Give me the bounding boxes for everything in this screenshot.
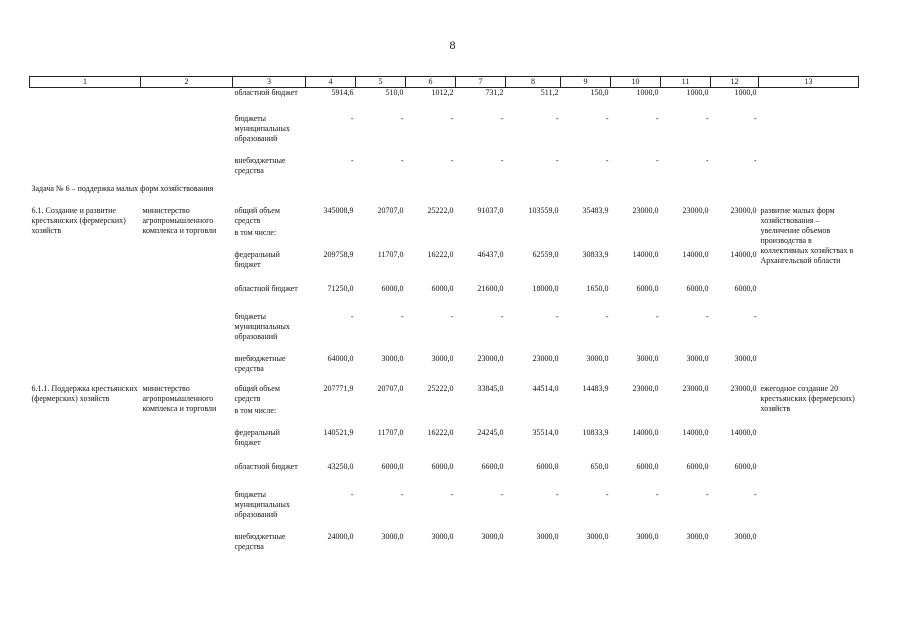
value-cell: 14483,9 [582, 383, 609, 393]
value-cell: 1000,0 [636, 88, 659, 97]
value-cell: - [350, 311, 354, 321]
value-cell: 209758,9 [323, 249, 354, 259]
value-cell: 23000,0 [730, 205, 757, 215]
task-heading: Задача № 6 – поддержка малых форм хозяйствования [31, 183, 214, 193]
funding-source-label: областной бюджет [234, 461, 298, 471]
value-cell: 64000,0 [327, 353, 354, 363]
column-header: 5 [356, 77, 406, 88]
column-header: 9 [561, 77, 611, 88]
value-cell: 510,0 [385, 88, 404, 97]
value-cell: 71250,0 [327, 283, 354, 293]
funding-source-label: федеральный бюджет [234, 249, 280, 269]
column-header: 2 [141, 77, 233, 88]
value-cell: 91037,0 [477, 205, 504, 215]
value-cell: - [605, 155, 609, 165]
value-cell: - [450, 311, 454, 321]
value-cell: 345008,9 [323, 205, 354, 215]
value-cell: - [605, 489, 609, 499]
value-cell: 18000,0 [532, 283, 559, 293]
value-cell: - [753, 489, 757, 499]
column-header: 6 [406, 77, 456, 88]
value-cell: - [450, 155, 454, 165]
value-cell: 1000,0 [734, 88, 757, 97]
table-row [30, 156, 859, 184]
funding-source-label: общий объем средств [234, 383, 280, 403]
funding-source-label: общий объем средств [234, 205, 280, 225]
funding-source-label: внебюджетные средства [234, 531, 286, 551]
value-cell: 3000,0 [586, 531, 609, 541]
value-cell: 207771,9 [323, 383, 354, 393]
table-row [30, 284, 859, 312]
value-cell: 6000,0 [381, 283, 404, 293]
table-row [30, 462, 859, 490]
value-cell: - [500, 311, 504, 321]
column-header: 3 [233, 77, 306, 88]
value-cell: 140521,9 [323, 427, 354, 437]
value-cell: - [555, 113, 559, 123]
value-cell: - [705, 311, 709, 321]
column-header: 8 [506, 77, 561, 88]
value-cell: - [350, 155, 354, 165]
value-cell: 14000,0 [682, 249, 709, 259]
value-cell: - [605, 113, 609, 123]
responsible-executor: министерство агропромышленного комплекса и торговли [142, 205, 217, 235]
value-cell: 6000,0 [536, 461, 559, 471]
value-cell: 14000,0 [682, 427, 709, 437]
table-row [30, 532, 859, 562]
value-cell: 3000,0 [734, 531, 757, 541]
value-cell: 6000,0 [686, 461, 709, 471]
value-cell: - [705, 489, 709, 499]
value-cell: 511,2 [540, 88, 559, 97]
table-row [30, 250, 859, 284]
value-cell: 650,0 [590, 461, 609, 471]
value-cell: - [753, 311, 757, 321]
value-cell: 3000,0 [686, 531, 709, 541]
value-cell: 43250,0 [327, 461, 354, 471]
budget-table [29, 76, 859, 562]
value-cell: 14000,0 [730, 427, 757, 437]
column-number-header [30, 77, 859, 88]
value-cell: 23000,0 [682, 205, 709, 215]
value-cell: - [655, 489, 659, 499]
value-cell: - [350, 489, 354, 499]
column-header: 4 [306, 77, 356, 88]
table-row [30, 384, 859, 406]
value-cell: 1000,0 [686, 88, 709, 97]
value-cell: - [753, 113, 757, 123]
funding-source-label: областной бюджет [234, 88, 298, 97]
funding-source-label: в том числе: [234, 405, 277, 415]
value-cell: - [655, 155, 659, 165]
value-cell: 731,2 [485, 88, 504, 97]
value-cell: 24245,0 [477, 427, 504, 437]
column-header: 10 [611, 77, 661, 88]
value-cell: 5914,6 [331, 88, 354, 97]
value-cell: 3000,0 [481, 531, 504, 541]
value-cell: - [450, 113, 454, 123]
value-cell: - [655, 113, 659, 123]
funding-source-label: бюджеты муниципальных образований [234, 489, 290, 519]
value-cell: 23000,0 [632, 205, 659, 215]
value-cell: 10833,9 [582, 427, 609, 437]
value-cell: 16222,0 [427, 249, 454, 259]
measure-name: 6.1.1. Поддержка крестьянских (фермерских) хозяйств [31, 383, 138, 403]
value-cell: - [555, 155, 559, 165]
measure-name: 6.1. Создание и развитие крестьянских (фермерских) хозяйств [31, 205, 126, 235]
value-cell: 6000,0 [431, 461, 454, 471]
value-cell: 6000,0 [686, 283, 709, 293]
value-cell: 62559,0 [532, 249, 559, 259]
value-cell: - [705, 155, 709, 165]
value-cell: 6000,0 [734, 461, 757, 471]
value-cell: 20707,0 [377, 205, 404, 215]
funding-source-label: внебюджетные средства [234, 353, 286, 373]
task-heading-row [30, 184, 859, 206]
value-cell: 25222,0 [427, 205, 454, 215]
value-cell: 23000,0 [730, 383, 757, 393]
funding-source-label: бюджеты муниципальных образований [234, 113, 290, 143]
value-cell: 23000,0 [477, 353, 504, 363]
value-cell: 16222,0 [427, 427, 454, 437]
value-cell: 3000,0 [431, 353, 454, 363]
expected-result: развитие малых форм хозяйствования – увеличение объемов производства в коллективных хозяйствах в Архангельской области [760, 205, 854, 265]
table-row [30, 428, 859, 462]
value-cell: 150,0 [590, 88, 609, 97]
funding-source-label: в том числе: [234, 227, 277, 237]
value-cell: - [655, 311, 659, 321]
value-cell: 11707,0 [377, 249, 404, 259]
value-cell: - [350, 113, 354, 123]
value-cell: - [400, 489, 404, 499]
value-cell: 6600,0 [481, 461, 504, 471]
column-header: 7 [456, 77, 506, 88]
value-cell: 3000,0 [536, 531, 559, 541]
responsible-executor: министерство агропромышленного комплекса и торговли [142, 383, 217, 413]
value-cell: 30833,9 [582, 249, 609, 259]
value-cell: 3000,0 [686, 353, 709, 363]
value-cell: 6000,0 [381, 461, 404, 471]
value-cell: 25222,0 [427, 383, 454, 393]
value-cell: 6000,0 [636, 283, 659, 293]
table-row [30, 354, 859, 384]
value-cell: - [400, 113, 404, 123]
value-cell: 6000,0 [636, 461, 659, 471]
value-cell: - [400, 311, 404, 321]
value-cell: - [500, 155, 504, 165]
funding-source-label: бюджеты муниципальных образований [234, 311, 290, 341]
value-cell: 6000,0 [734, 283, 757, 293]
page-number: 8 [449, 38, 456, 52]
value-cell: 35514,0 [532, 427, 559, 437]
value-cell: - [400, 155, 404, 165]
value-cell: - [555, 311, 559, 321]
value-cell: 3000,0 [586, 353, 609, 363]
value-cell: 44514,0 [532, 383, 559, 393]
table-row [30, 206, 859, 228]
column-header: 12 [711, 77, 759, 88]
value-cell: - [500, 489, 504, 499]
value-cell: 103559,0 [528, 205, 559, 215]
value-cell: 11707,0 [377, 427, 404, 437]
value-cell: 1012,2 [431, 88, 454, 97]
table-row [30, 312, 859, 354]
value-cell: - [555, 489, 559, 499]
table-row [30, 490, 859, 532]
value-cell: 3000,0 [381, 531, 404, 541]
value-cell: 21600,0 [477, 283, 504, 293]
value-cell: 3000,0 [381, 353, 404, 363]
funding-source-label: внебюджетные средства [234, 155, 286, 175]
funding-source-label: областной бюджет [234, 283, 298, 293]
value-cell: 35483,9 [582, 205, 609, 215]
value-cell: - [753, 155, 757, 165]
value-cell: 3000,0 [636, 531, 659, 541]
value-cell: 46437,0 [477, 249, 504, 259]
value-cell: 6000,0 [431, 283, 454, 293]
value-cell: 14000,0 [632, 427, 659, 437]
value-cell: 23000,0 [632, 383, 659, 393]
value-cell: 1650,0 [586, 283, 609, 293]
value-cell: - [705, 113, 709, 123]
value-cell: 3000,0 [636, 353, 659, 363]
value-cell: 33845,0 [477, 383, 504, 393]
value-cell: 3000,0 [734, 353, 757, 363]
value-cell: - [450, 489, 454, 499]
expected-result: ежегодное создание 20 крестьянских (фермерских) хозяйств [760, 383, 855, 413]
value-cell: 3000,0 [431, 531, 454, 541]
column-header: 11 [661, 77, 711, 88]
value-cell: 23000,0 [532, 353, 559, 363]
value-cell: - [605, 311, 609, 321]
value-cell: 23000,0 [682, 383, 709, 393]
value-cell: 14000,0 [730, 249, 757, 259]
table-row [30, 88, 859, 114]
value-cell: 24000,0 [327, 531, 354, 541]
value-cell: - [500, 113, 504, 123]
value-cell: 20707,0 [377, 383, 404, 393]
table-row [30, 114, 859, 156]
funding-source-label: федеральный бюджет [234, 427, 280, 447]
column-header: 1 [30, 77, 141, 88]
value-cell: 14000,0 [632, 249, 659, 259]
column-header: 13 [759, 77, 859, 88]
